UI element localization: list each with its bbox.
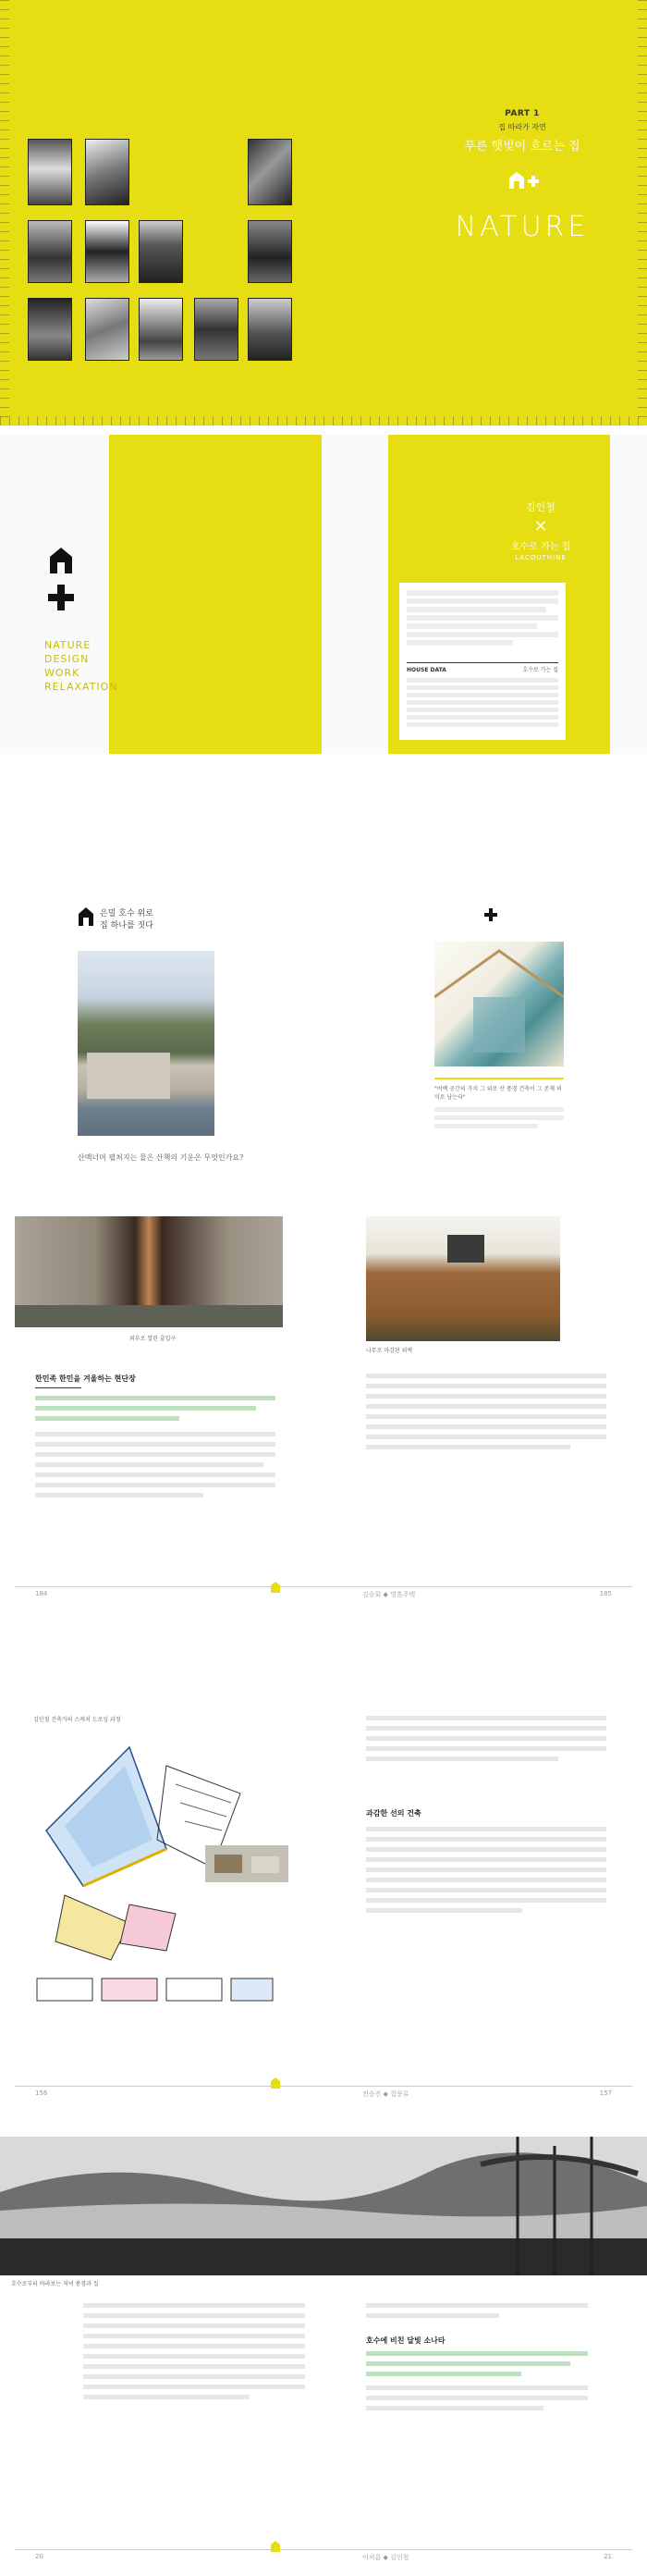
sketch-photo xyxy=(205,1836,288,1892)
page-number-left: 184 xyxy=(35,1590,48,1597)
bottom-ruler xyxy=(0,416,647,425)
chapter-spread xyxy=(0,435,647,754)
thumbnail xyxy=(248,220,292,283)
concrete-wall xyxy=(87,1053,170,1099)
intro-text xyxy=(407,590,558,649)
section-heading: 은밀 호수 위로 집 하나를 짓다 xyxy=(100,909,153,931)
panorama-spread xyxy=(0,2137,647,2571)
architect-block xyxy=(499,499,582,561)
photo-caption: 산맥너머 펼쳐지는 물은 산책의 기운은 무엇인가요? xyxy=(78,1153,244,1162)
part-title-block xyxy=(434,109,610,243)
right-text-top xyxy=(366,2303,588,2318)
left-yellow-panel xyxy=(109,435,322,754)
wood-house-photo xyxy=(366,1216,560,1341)
right-text-bottom xyxy=(366,2351,588,2410)
footer-rule xyxy=(15,2086,632,2087)
thumbnail xyxy=(85,220,129,283)
right-text-top xyxy=(366,1716,606,1767)
left-text-column xyxy=(35,1396,275,1498)
cover-spread xyxy=(0,0,647,425)
footer-label: 이씨름 ◆ 김인철 xyxy=(362,2554,409,2561)
plus-icon xyxy=(484,908,497,921)
category-item: DESIGN xyxy=(44,653,90,665)
right-text-column xyxy=(366,1374,606,1455)
house-name: 호수로 가는 집 xyxy=(510,542,571,552)
thumbnail xyxy=(28,298,72,361)
section-heading: 과감한 선의 건축 xyxy=(366,1809,421,1818)
thumbnail xyxy=(28,220,72,283)
thumbnail xyxy=(139,298,183,361)
category-item: RELAXATION xyxy=(44,681,118,693)
house-data-header xyxy=(407,662,558,674)
interior-photo xyxy=(434,942,564,1066)
quote-text: "여백 공간의 가치 그 위로 산 풍경 건축이 그 존재 의미로 남는다" xyxy=(434,1086,562,1101)
grass-strip xyxy=(15,1305,283,1327)
right-text-bottom xyxy=(366,1827,606,1913)
page-number-right: 157 xyxy=(599,2089,612,2097)
roof-lines xyxy=(434,942,564,1066)
section-heading: 호수에 비친 달빛 소나타 xyxy=(366,2336,446,2345)
entrance-photo xyxy=(15,1216,283,1327)
house-icon xyxy=(270,1581,281,1594)
lake-house-photo xyxy=(78,951,214,1136)
thumbnail xyxy=(85,139,129,205)
house-plus-icon xyxy=(434,163,610,200)
house-data-label: HOUSE DATA xyxy=(407,667,446,673)
category-item: WORK xyxy=(44,667,80,679)
footer-label: 전승진 ◆ 집풍류 xyxy=(362,2090,409,2098)
footer-rule xyxy=(15,1586,632,1587)
left-text-column xyxy=(83,2303,305,2399)
part-label: PART 1 xyxy=(505,109,540,118)
facade-spread xyxy=(0,1216,647,1688)
panorama-photo xyxy=(0,2137,647,2275)
quote-box xyxy=(434,1078,564,1150)
caption-left: 외부로 열린 출입구 xyxy=(129,1336,177,1342)
house-icon xyxy=(270,2540,281,2553)
heading-rule xyxy=(35,1387,81,1388)
house-data-table xyxy=(407,678,558,727)
sketch-spread xyxy=(0,1716,647,2104)
category-list xyxy=(44,638,118,694)
house-data-right: 호수로 가는 집 xyxy=(522,667,558,673)
thumbnail xyxy=(194,298,238,361)
intro-box xyxy=(399,583,566,740)
cross-mark: × xyxy=(533,516,548,536)
page-number-left: 20 xyxy=(35,2553,43,2560)
caption-right: 나무로 마감된 외벽 xyxy=(366,1348,413,1354)
left-ruler xyxy=(0,0,9,425)
dark-box xyxy=(447,1235,484,1263)
sketch-caption: 김인철 건축가의 스케치 드로잉 과정 xyxy=(33,1717,121,1723)
nature-heading: NATURE xyxy=(455,211,590,243)
right-ruler xyxy=(638,0,647,425)
thumbnail xyxy=(248,298,292,361)
architect-name: 김인철 xyxy=(526,501,555,513)
house-name-en: LACOUTHINE xyxy=(515,554,567,561)
page-number-right: 185 xyxy=(599,1590,612,1597)
footer-rule xyxy=(15,2549,632,2550)
part-title: 푸른 햇빛이 흐르는 집 xyxy=(464,140,580,154)
thumbnail xyxy=(85,298,129,361)
footer-label: 김승회 ◆ 영혼주택 xyxy=(362,1591,416,1598)
lake-spread xyxy=(0,888,647,1184)
thumbnail xyxy=(139,220,183,283)
category-item: NATURE xyxy=(44,639,92,651)
house-icon xyxy=(270,2077,281,2089)
page-number-right: 21 xyxy=(604,2553,612,2560)
photo-caption: 호수로부터 바라보는 저녁 풍경과 집 xyxy=(11,2281,99,2287)
page-number-left: 156 xyxy=(35,2089,48,2097)
house-icon xyxy=(78,906,94,927)
section-heading: 한민족 한민을 겨울하는 현단장 xyxy=(35,1374,136,1383)
thumbnail xyxy=(28,139,72,205)
house-plus-icon xyxy=(44,546,81,629)
thumbnail xyxy=(248,139,292,205)
part-subtitle: 집 따라가 자연 xyxy=(498,123,546,131)
